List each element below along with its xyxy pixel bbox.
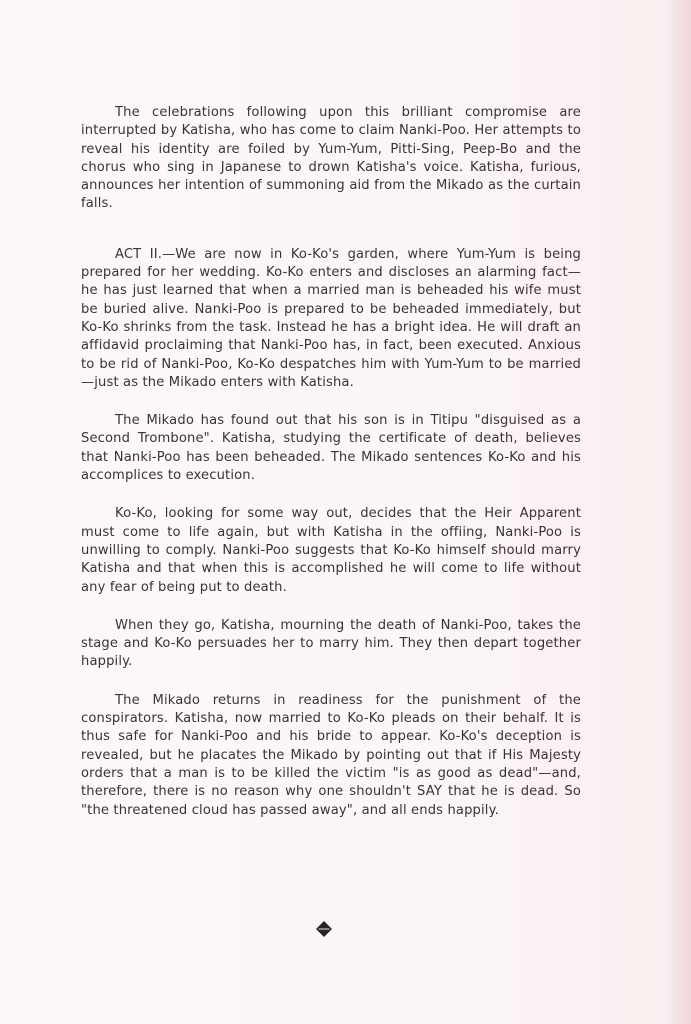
- paragraph-katisha-marries: When they go, Katisha, mourning the death of Nanki-Poo, takes the stage and Ko-Ko persuades her to marry him. They then depart together happily.: [81, 617, 581, 670]
- synopsis-text: [81, 104, 581, 820]
- paragraph-koko-way-out: Ko-Ko, looking for some way out, decides that the Heir Apparent must come to life again, but with Katisha in the offiing, Nanki-Poo is unwilling to comply. Nanki-Poo suggests that Ko-Ko himself should marry Katisha and that when this is accomplished he will come to life without any fear of being put to death.: [81, 506, 581, 595]
- paragraph-celebrations-interrupted: The celebrations following upon this brilliant compromise are interrupted by Katisha, who has come to claim Nanki-Poo. Her attempts to reveal his identity are foiled by Yum-Yum, Pitti-Sing, Peep-Bo and the chorus who sing in Japanese to drown Katisha's voice. Katisha, furious, announces her intention of summoning aid from the Mikado as the curtain falls.: [81, 105, 581, 212]
- page-edge-shadow: [669, 0, 691, 1024]
- diamond-ornament-icon: [316, 921, 332, 937]
- paragraph-act-two: ACT II.—We are now in Ko-Ko's garden, where Yum-Yum is being prepared for her wedding. Ko-Ko enters and discloses an alarming fact—he has just learned that when a married man is beheaded his wife must be buried alive. Nanki-Poo is prepared to be beheaded immediately, but Ko-Ko shrinks from the task. Instead he has a bright idea. He will draft an affidavid proclaiming that Nanki-Poo has, in fact, been executed. Anxious to be rid of Nanki-Poo, Ko-Ko despatches him with Yum-Yum to be married—just as the Mikado enters with Katisha.: [81, 246, 581, 390]
- paragraph-ends-happily: The Mikado returns in readiness for the punishment of the conspirators. Katisha, now married to Ko-Ko pleads on their behalf. It is thus safe for Nanki-Poo and his bride to appear. Ko-Ko's deception is revealed, but he placates the Mikado by pointing out that if His Majesty orders that a man is to be killed the victim "is as good as dead"—and, therefore, there is no reason why one shouldn't SAY that he is dead. So "the threatened cloud has passed away", and all ends happily.: [81, 692, 581, 818]
- paragraph-mikado-finds-out: The Mikado has found out that his son is in Titipu "disguised as a Second Trombone". Katisha, studying the certificate of death, believes that Nanki-Poo has been beheaded. The Mikado sentences Ko-Ko and his accomplices to execution.: [81, 413, 581, 484]
